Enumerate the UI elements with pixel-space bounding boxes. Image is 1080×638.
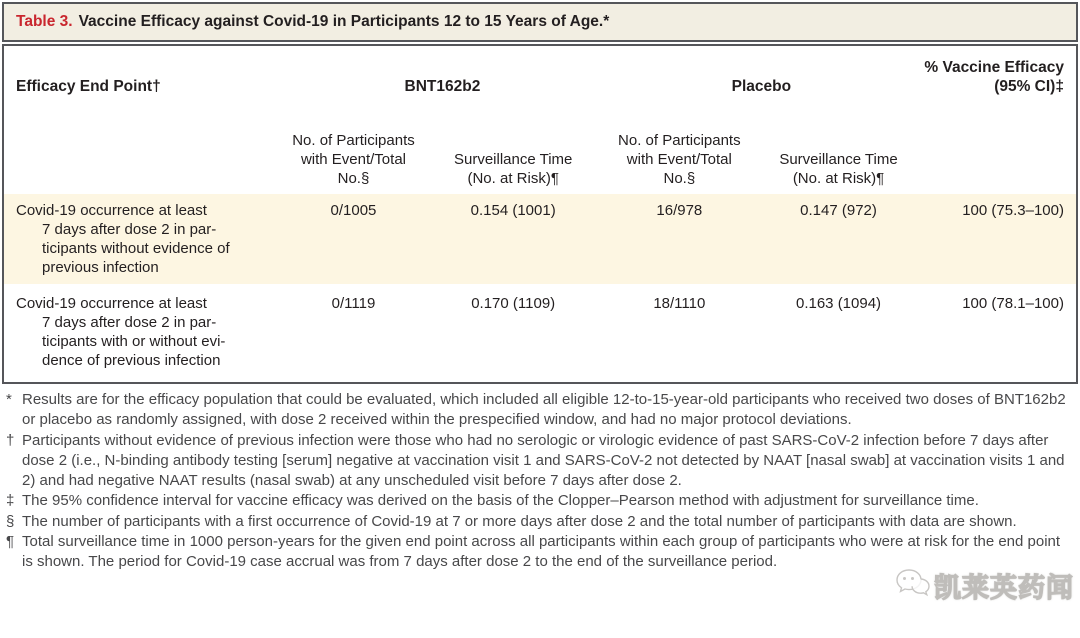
endpoint-line: Covid-19 occurrence at least — [16, 295, 207, 312]
endpoint-cell — [4, 201, 283, 277]
subheader-line: Surveillance Time — [779, 151, 898, 168]
subheader-bnt-surveillance — [424, 150, 602, 188]
footnote-dagger — [2, 431, 1068, 492]
footnote-symbol: ‡ — [6, 492, 15, 510]
subheader-bnt-events — [283, 131, 425, 188]
ve-header-line2: (95% CI)‡ — [994, 78, 1064, 95]
table-row-with-or-without-prior-infection — [4, 287, 1076, 377]
endpoint-line: previous infection — [42, 259, 159, 276]
subheader-line: (No. at Risk)¶ — [792, 170, 885, 187]
subheader-line: No.§ — [337, 170, 370, 187]
column-group-placebo: Placebo — [731, 78, 792, 95]
subheader-line: with Event/Total — [300, 151, 406, 168]
table-title-text: Vaccine Efficacy against Covid-19 in Participants 12 to 15 Years of Age.* — [78, 13, 610, 30]
footnote-symbol: * — [6, 391, 12, 408]
table-header-groups — [4, 46, 1076, 96]
subheader-line: (No. at Risk)¶ — [467, 170, 559, 187]
table-header-subcolumns — [4, 96, 1076, 194]
vaccine-efficacy-value: 100 (78.1–100) — [962, 295, 1064, 312]
vaccine-efficacy-value: 100 (75.3–100) — [962, 202, 1064, 219]
table-title-bar — [2, 2, 1078, 42]
footnote-symbol: § — [6, 512, 15, 530]
watermark-text: 凯莱英药闻 — [934, 573, 1074, 603]
endpoint-line: 7 days after dose 2 in par- — [42, 314, 217, 331]
wechat-icon — [895, 568, 931, 603]
footnote-text: The 95% confidence interval for vaccine efficacy was derived on the basis of the Clopper–Pearson method with adjustment for surveillance time. — [22, 492, 979, 510]
endpoint-line: ticipants without evidence of — [42, 240, 230, 257]
endpoint-cell — [4, 294, 283, 370]
footnote-section — [2, 512, 1068, 532]
placebo-events-value: 16/978 — [656, 202, 703, 219]
subheader-placebo-surveillance — [757, 150, 921, 188]
column-header-endpoint: Efficacy End Point† — [16, 78, 161, 95]
placebo-surveillance-value: 0.147 (972) — [800, 202, 877, 219]
footnote-text: Total surveillance time in 1000 person-years for the given end point across all participants within each group of participants who were at risk for the end point is shown. The period for Covid-19 case accrual was from 7 days after dose 2 to the end of the surveillance period. — [22, 533, 1061, 571]
subheader-line: No. of Participants — [292, 132, 415, 149]
footnote-symbol: ¶ — [6, 533, 15, 551]
subheader-line: No.§ — [663, 170, 696, 187]
column-header-vaccine-efficacy — [921, 58, 1076, 96]
endpoint-line: 7 days after dose 2 in par- — [42, 221, 217, 238]
endpoint-line: Covid-19 occurrence at least — [16, 202, 207, 219]
footnote-text: Results are for the efficacy population that could be evaluated, which included all eligible 12-to-15-year-old participants who received two doses of BNT162b2 or placebo as randomly assigned, with dose 2 received within the prespecified window, and had no major protocol deviations. — [22, 391, 1066, 429]
subheader-placebo-events — [602, 131, 756, 188]
placebo-events-value: 18/1110 — [653, 295, 706, 312]
footnote-symbol: † — [6, 431, 15, 449]
footnote-asterisk — [2, 390, 1068, 431]
bnt-surveillance-value: 0.170 (1109) — [471, 295, 556, 312]
footnote-pilcrow — [2, 532, 1068, 573]
table-row-without-prior-infection — [4, 194, 1076, 284]
subheader-line: with Event/Total — [626, 151, 732, 168]
footnote-text: The number of participants with a first occurrence of Covid-19 at 7 or more days after dose 2 and the total number of participants with data are shown. — [22, 512, 1017, 530]
endpoint-line: dence of previous infection — [42, 352, 221, 369]
placebo-surveillance-value: 0.163 (1094) — [795, 295, 882, 312]
table-footnotes — [2, 390, 1068, 573]
subheader-line: No. of Participants — [618, 132, 741, 149]
endpoint-line: ticipants with or without evi- — [42, 333, 226, 350]
efficacy-table — [2, 44, 1078, 384]
table-number-label: Table 3. — [16, 13, 73, 30]
bnt-events-value: 0/1005 — [330, 202, 377, 219]
footnote-text: Participants without evidence of previous infection were those who had no serologic or virologic evidence of past SARS-CoV-2 infection before 7 days after dose 2 (i.e., N-binding antibody testing [serum] negative at vaccination visit 1 and SARS-CoV-2 not detected by NAAT [nasal swab] at vaccination visits 1 and 2) and had negative NAAT results (nasal swab) at any unscheduled visit before 7 days after dose 2. — [22, 431, 1065, 490]
subheader-line: Surveillance Time — [453, 151, 573, 168]
column-group-bnt162b2: BNT162b2 — [404, 78, 481, 95]
bnt-events-value: 0/1119 — [331, 295, 376, 312]
bnt-surveillance-value: 0.154 (1001) — [470, 202, 556, 219]
footnote-double-dagger — [2, 491, 1068, 511]
ve-header-line1: % Vaccine Efficacy — [924, 59, 1064, 76]
